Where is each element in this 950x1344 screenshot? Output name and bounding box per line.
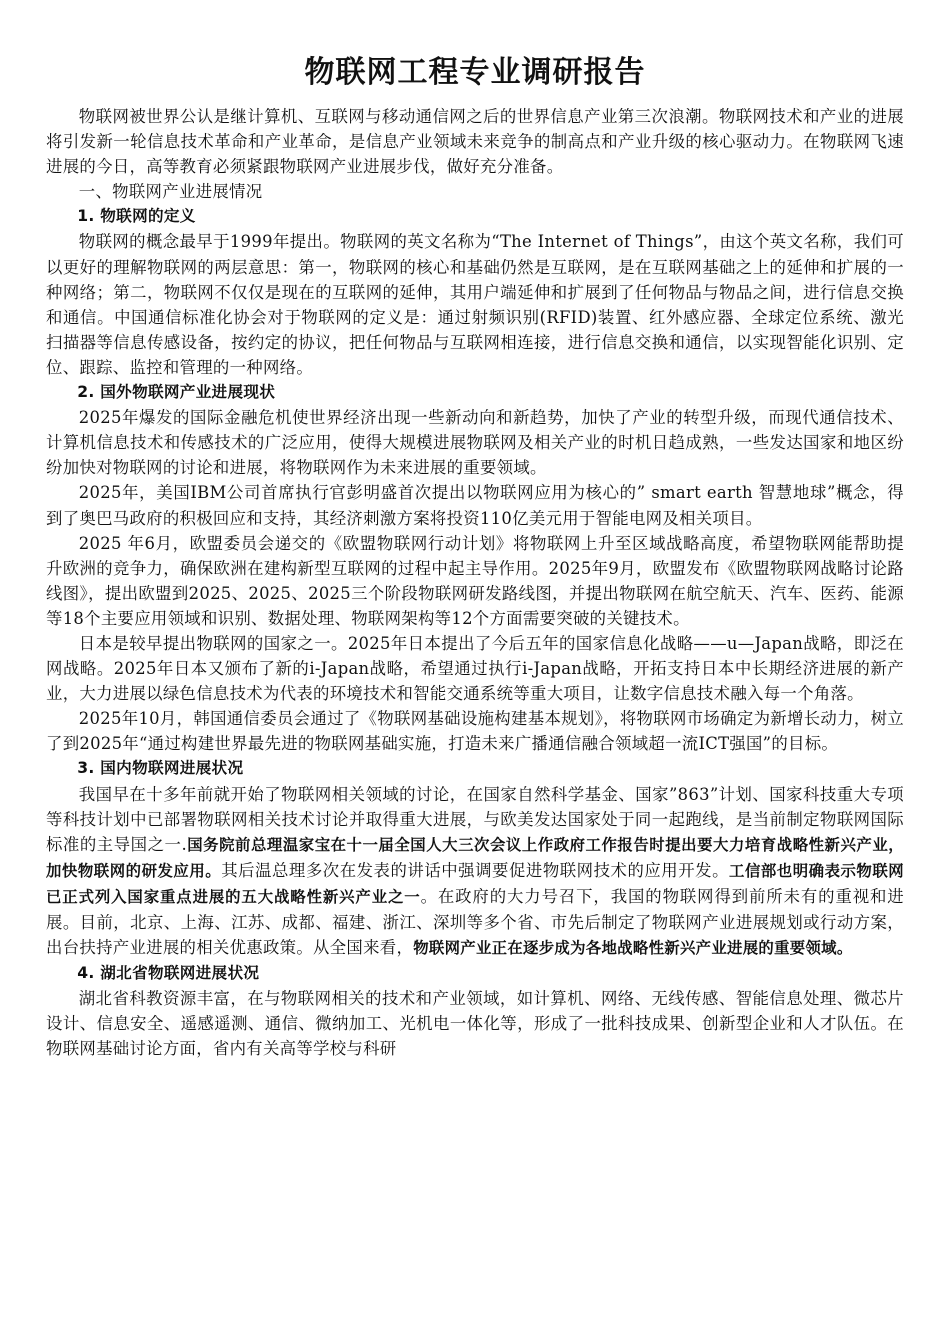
- subsection-heading-domestic: 3. 国内物联网进展状况: [77, 759, 244, 778]
- subsection-heading-foreign: 2. 国外物联网产业进展现状: [77, 383, 276, 402]
- domestic-text-2: 其后温总理多次在发表的讲话中强调要促进物联网技术的应用开发。: [221, 860, 730, 880]
- section-heading: 一、物联网产业进展情况: [78, 182, 263, 202]
- domestic-bold-3: 物联网产业正在逐步成为各地战略性新兴产业进展的重要领域。: [413, 939, 853, 958]
- document-title: 物联网工程专业调研报告: [304, 55, 646, 90]
- foreign-paragraph-4: 日本是较早提出物联网的国家之一。2025年日本提出了今后五年的国家信息化战略——u—Japan战略，即泛在网战略。2025年日本又颁布了新的i-Japan战略，希望通过执行i-Japan战略，开拓支持日本中长期经济进展的新产业，大力进展以绿色信息技术为代表的环境技术和智能交通系统等重大项目，让数字信息技术融入每一个角落。: [46, 633, 904, 704]
- domestic-text-3: 。在政府的大力号召下，我国的物联网得到前所未有的重视和进展。目前，北京、上海、江苏、成都、福建、浙江、深圳等多个省、市先后制定了物联网产业进展规划或行动方案，出台扶持产业进展的相关优惠政策。从全国来看，: [46, 886, 904, 958]
- domestic-bold-1: 国务院前总理温家宝在十一届全国人大三次会议上作政府工作报告时提出要大力培育战略性新兴产业，加快物联网的研发应用。: [46, 835, 904, 880]
- domestic-text-1: 我国早在十多年前就开始了物联网相关领域的讨论，在国家自然科学基金、国家”863”计划、国家科技重大专项等科技计划中已部署物联网相关技术讨论并取得重大进展，与欧美发达国家处于同一起跑线，是当前制定物联网国际标准的主导国之一.: [46, 784, 904, 854]
- domestic-paragraph: [46, 782, 904, 962]
- foreign-paragraph-3: 2025 年6月，欧盟委员会递交的《欧盟物联网行动计划》将物联网上升至区域战略高度，希望物联网能帮助提升欧洲的竞争力，确保欧洲在建构新型互联网的过程中起主导作用。2025年9月，欧盟发布《欧盟物联网战略讨论路线图》，提出欧盟到2025、2025、2025三个阶段物联网研发路线图，并提出物联网在航空航天、汽车、医药、能源等18个主要应用领域和识别、数据处理、物联网架构等12个方面需要突破的关键技术。: [46, 533, 904, 628]
- domestic-bold-2: 工信部也明确表示物联网已正式列入国家重点进展的五大战略性新兴产业之一: [46, 861, 904, 906]
- foreign-paragraph-2: 2025年，美国IBM公司首席执行官彭明盛首次提出以物联网应用为核心的” smart earth 智慧地球”概念，得到了奥巴马政府的积极回应和支持，其经济刺激方案将投资110亿美元用于智能电网及相关项目。: [46, 483, 904, 528]
- subsection-heading-hubei: 4. 湖北省物联网进展状况: [77, 964, 260, 983]
- hubei-paragraph: 湖北省科教资源丰富，在与物联网相关的技术和产业领域，如计算机、网络、无线传感、智能信息处理、微芯片设计、信息安全、遥感遥测、通信、微纳加工、光机电一体化等，形成了一批科技成果、创新型企业和人才队伍。在物联网基础讨论方面，省内有关高等学校与科研: [46, 989, 904, 1059]
- intro-paragraph: 物联网被世界公认是继计算机、互联网与移动通信网之后的世界信息产业第三次浪潮。物联网技术和产业的进展将引发新一轮信息技术革命和产业革命，是信息产业领域未来竞争的制高点和产业升级的核心驱动力。在物联网飞速进展的今日，高等教育必须紧跟物联网产业进展步伐，做好充分准备。: [46, 107, 904, 177]
- document-page: [46, 44, 904, 1062]
- foreign-paragraph-1: 2025年爆发的国际金融危机使世界经济出现一些新动向和新趋势，加快了产业的转型升级，而现代通信技术、计算机信息技术和传感技术的广泛应用，使得大规模进展物联网及相关产业的时机日趋成熟，一些发达国家和地区纷纷加快对物联网的讨论和进展，将物联网作为未来进展的重要领域。: [46, 408, 904, 478]
- subsection-heading-definition: 1. 物联网的定义: [77, 207, 196, 226]
- definition-paragraph: 物联网的概念最早于1999年提出。物联网的英文名称为“The Internet of Things”，由这个英文名称，我们可以更好的理解物联网的两层意思：第一，物联网的核心和基础仍然是互联网，是在互联网基础之上的延伸和扩展的一种网络；第二，物联网不仅仅是现在的互联网的延伸，其用户端延伸和扩展到了任何物品与物品之间，进行信息交换和通信。中国通信标准化协会对于物联网的定义是：通过射频识别(RFID)装置、红外感应器、全球定位系统、激光扫描器等信息传感设备，按约定的协议，把任何物品与互联网相连接，进行信息交换和通信，以实现智能化识别、定位、跟踪、监控和管理的一种网络。: [46, 232, 904, 377]
- foreign-paragraph-5: 2025年10月，韩国通信委员会通过了《物联网基础设施构建基本规划》，将物联网市场确定为新增长动力，树立了到2025年“通过构建世界最先进的物联网基础实施，打造未来广播通信融合领域超一流ICT强国”的目标。: [46, 709, 904, 754]
